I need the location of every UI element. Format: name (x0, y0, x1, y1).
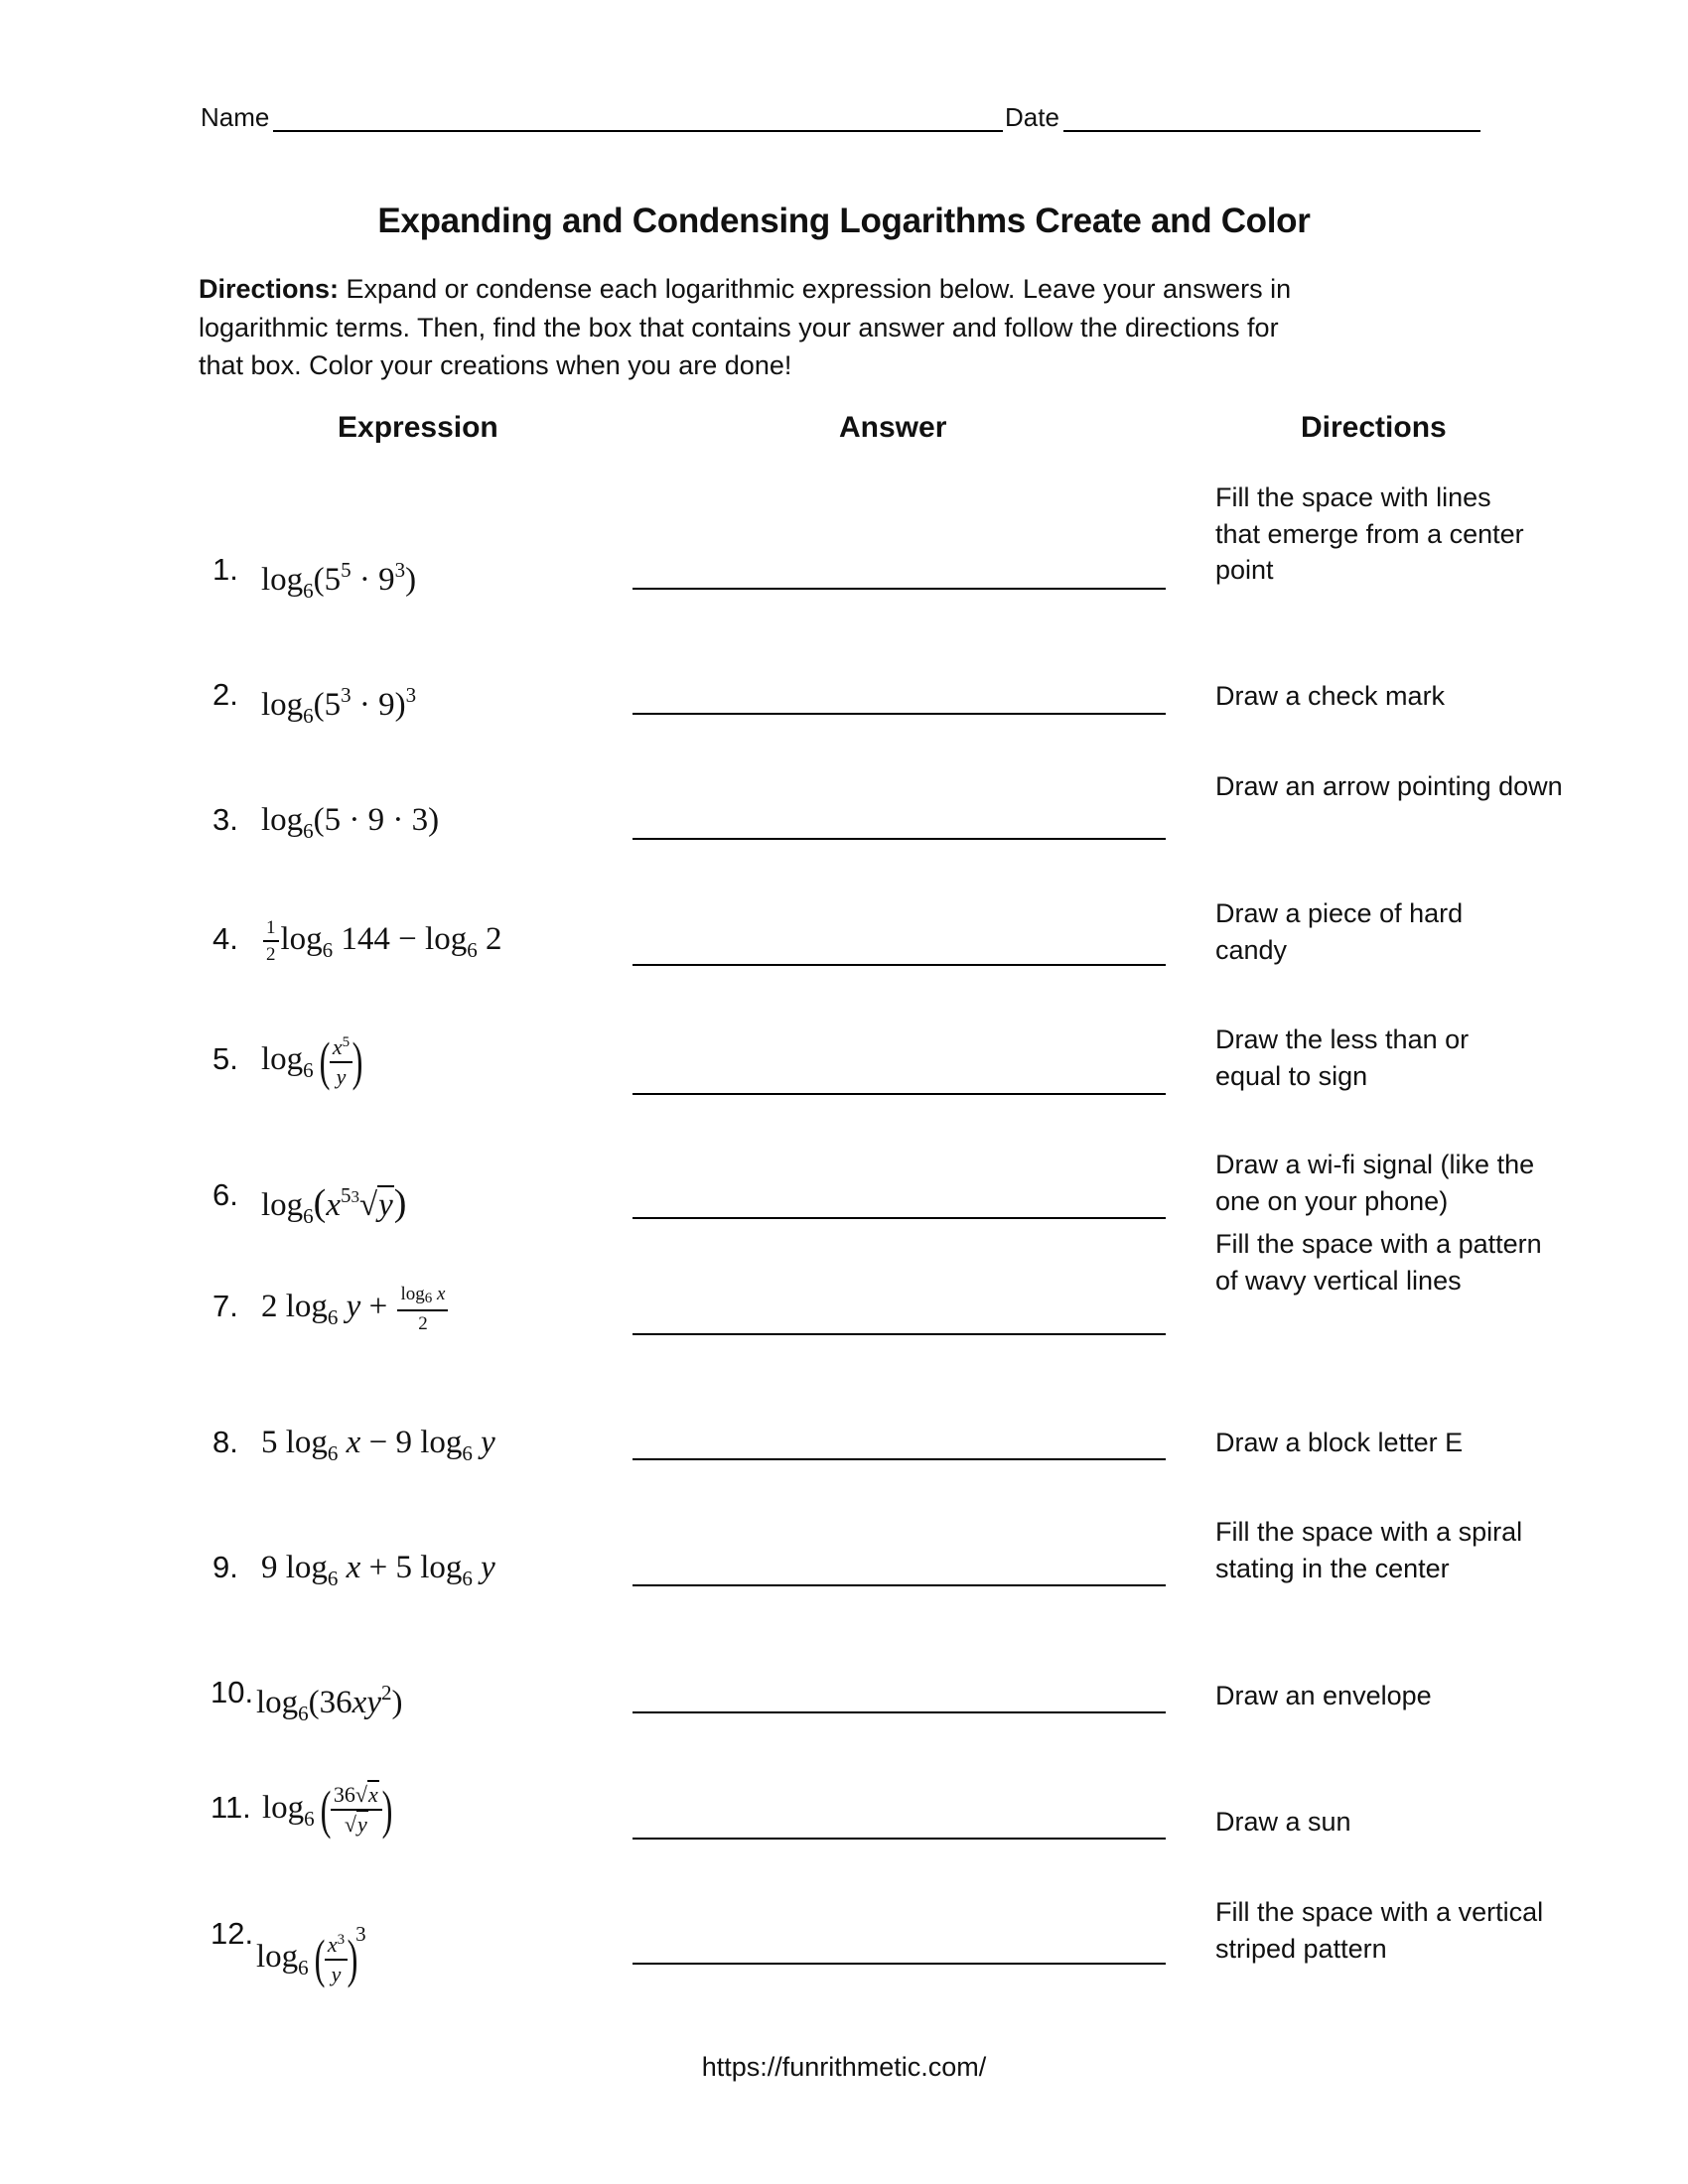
problem-number: 1. (212, 552, 238, 587)
problem-number: 12. (211, 1916, 254, 1951)
instructions-line-3: that box. Color your creations when you are done! (199, 350, 792, 380)
answer-field[interactable] (633, 838, 1166, 840)
expression: 5 $\log_6 x - 9$ $\log_6 y$ (261, 1425, 495, 1465)
instructions-lead: Directions: (199, 274, 340, 304)
expression: $\log_6(x^{53}√y)$ (261, 1182, 407, 1228)
answer-field[interactable] (633, 713, 1166, 715)
direction-text: Fill the space with a spiral stating in the center (1215, 1517, 1523, 1583)
fraction: $\frac{x^3}{y}$ (325, 1933, 348, 1985)
fraction: $\frac{\log 6 x}{2}$ (397, 1285, 448, 1333)
problem-number: 10. (211, 1675, 254, 1709)
fraction: $\frac{36√x}{√y}$ (331, 1784, 382, 1836)
answer-field[interactable] (633, 1584, 1166, 1586)
problem-number: 7. (212, 1289, 238, 1323)
date-label: Date (1005, 102, 1059, 132)
direction-text: Draw a piece of hard candy (1215, 898, 1464, 965)
answer-field[interactable] (633, 1838, 1166, 1840)
answer-field[interactable] (633, 1963, 1166, 1965)
problem-number: 6. (212, 1177, 238, 1212)
problem-number: 5. (212, 1041, 238, 1076)
expression: $\log_6(5^3 \cdot 9)^3$ (261, 683, 417, 728)
direction-text: Draw a wi-fi signal (like the one on your phone) (1215, 1150, 1535, 1216)
direction-text: Fill the space with a pattern of wavy vertical lines (1215, 1229, 1542, 1296)
problem-number: 4. (212, 921, 238, 956)
answer-field[interactable] (633, 1333, 1166, 1335)
direction-text: Fill the space with lines that emerge from a center point (1215, 482, 1524, 585)
column-header-directions: Directions (1301, 411, 1447, 444)
expression: $\frac{1}{2}$ $\log_6 144 - \log_6 2$ (261, 915, 501, 974)
direction-text: Draw an arrow pointing down (1215, 771, 1563, 801)
problem-number: 8. (212, 1425, 238, 1459)
date-field[interactable] (1063, 130, 1480, 132)
direction-text: Draw a block letter E (1215, 1428, 1464, 1457)
answer-field[interactable] (633, 1093, 1166, 1095)
problem-number: 11. (211, 1790, 251, 1825)
fraction: $\frac{1}{2}$ (263, 918, 279, 964)
expression: $\log_6$ ( $\frac{36√x}{√y}$ ) (262, 1780, 393, 1841)
answer-field[interactable] (633, 1458, 1166, 1460)
direction-text: Fill the space with a vertical striped pattern (1215, 1897, 1544, 1964)
name-field[interactable] (273, 130, 1003, 132)
column-header-expression: Expression (338, 411, 498, 444)
expression: $\log_6(36xy^2)$ (256, 1681, 403, 1725)
fraction: $\frac{x^5}{y}$ (330, 1035, 352, 1088)
problem-number: 3. (212, 802, 238, 837)
expression: 9 $\log_6 x + 5$ $\log_6 y$ (261, 1550, 495, 1590)
footer-url[interactable]: https://funrithmetic.com/ (701, 2052, 987, 2082)
page-title: Expanding and Condensing Logarithms Create and Color (377, 202, 1311, 240)
answer-field[interactable] (633, 964, 1166, 966)
expression: $\log_6(5^5 \cdot 9^3)$ (261, 558, 417, 603)
direction-text: Draw a check mark (1215, 681, 1446, 711)
instructions-line-2: logarithmic terms. Then, find the box that contains your answer and follow the directions for (199, 312, 1279, 342)
answer-field[interactable] (633, 1217, 1166, 1219)
expression: $\log_6(5 \cdot 9 \cdot 3)$ (261, 802, 440, 843)
answer-field[interactable] (633, 1711, 1166, 1713)
expression: $\log_6$ ( $\frac{x^3}{y}$ )$^3$ (256, 1922, 366, 1989)
direction-text: Draw a sun (1215, 1807, 1351, 1837)
cube-root: √y (358, 1187, 393, 1223)
instructions-line-1: Expand or condense each logarithmic expression below. Leave your answers in (339, 274, 1292, 304)
problem-number: 9. (212, 1550, 238, 1584)
expression: 2 $\log_6 y$ + $\frac{\log 6 x}{2}$ (261, 1277, 450, 1347)
direction-text: Draw an envelope (1215, 1681, 1432, 1710)
direction-text: Draw the less than or equal to sign (1215, 1024, 1470, 1091)
expression: $\log_6$ ( $\frac{x^5}{y}$ ) (261, 1031, 363, 1092)
problem-number: 2. (212, 677, 238, 712)
answer-field[interactable] (633, 588, 1166, 590)
column-header-answer: Answer (839, 411, 947, 444)
instructions (199, 270, 1489, 385)
name-label: Name (201, 102, 270, 132)
